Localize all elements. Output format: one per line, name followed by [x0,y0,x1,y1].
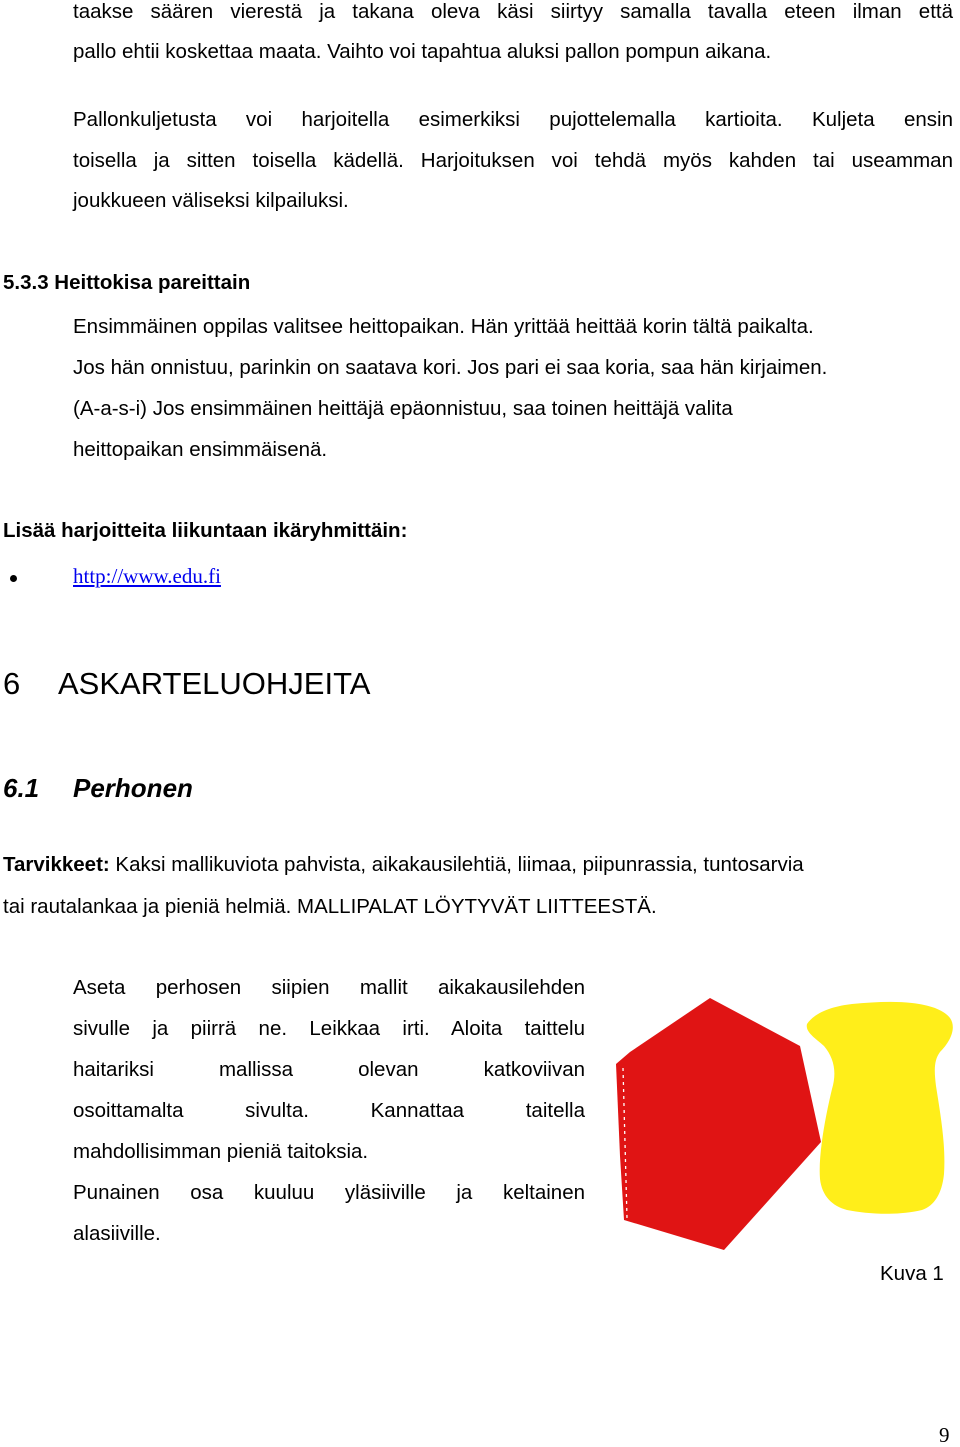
supplies-line [3,853,804,877]
supplies-text: Kaksi mallikuviota pahvista, aikakausilehtiä, liimaa, piipunrassia, tuntosarvia [109,853,804,876]
section-533-line: heittopaikan ensimmäisenä. [73,438,328,461]
red-upper-wing-shape [616,998,821,1250]
edu-link[interactable]: http://www.edu.fi [73,564,221,588]
instruction-line: mahdollisimman pieniä taitoksia. [73,1140,369,1163]
chapter-heading [3,664,370,704]
intro-line: joukkueen väliseksi kilpailuksi. [73,189,349,212]
instruction-line: alasiiville. [73,1222,161,1245]
section-number: 6.1 [3,773,40,803]
yellow-lower-wing-shape [807,1002,953,1214]
chapter-title: ASKARTELUOHJEITA [58,666,371,701]
more-exercises-heading: Lisää harjoitteita liikuntaan ikäryhmittäin: [3,519,408,542]
figure-caption: Kuva 1 [880,1262,944,1285]
instruction-line: Aseta perhosen siipien mallit aikakausilehden [73,976,585,999]
section-533-line: Jos hän onnistuu, parinkin on saatava kori. Jos pari ei saa koria, saa hän kirjaimen. [73,356,828,379]
intro-line: Pallonkuljetusta voi harjoitella esimerkiksi pujottelemalla kartioita. Kuljeta ensin [73,108,953,131]
intro-line: pallo ehtii koskettaa maata. Vaihto voi tapahtua aluksi pallon pompun aikana. [73,40,772,63]
instruction-line: Punainen osa kuuluu yläsiiville ja keltainen [73,1181,585,1204]
chapter-number: 6 [3,666,21,701]
supplies-label: Tarvikkeet: [3,853,110,876]
section-heading-6-1 [3,771,193,805]
bullet-dot [10,575,17,582]
intro-line: toisella ja sitten toisella kädellä. Harjoituksen voi tehdä myös kahden tai useamman [73,149,953,172]
section-heading-5-3-3: 5.3.3 Heittokisa pareittain [3,271,251,294]
supplies-line-2: tai rautalankaa ja pieniä helmiä. MALLIPALAT LÖYTYVÄT LIITTEESTÄ. [3,895,657,918]
instruction-line: sivulle ja piirrä ne. Leikkaa irti. Aloita taittelu [73,1017,585,1040]
section-title: Perhonen [73,773,193,803]
section-533-line: Ensimmäinen oppilas valitsee heittopaikan. Hän yrittää heittää korin tältä paikalta. [73,315,814,338]
intro-line: taakse säären vierestä ja takana oleva käsi siirtyy samalla tavalla eteen ilman että [73,0,953,23]
instruction-line: haitariksi mallissa olevan katkoviivan [73,1058,585,1081]
section-533-line: (A-a-s-i) Jos ensimmäinen heittäjä epäonnistuu, saa toinen heittäjä valita [73,397,733,420]
instruction-line: osoittamalta sivulta. Kannattaa taitella [73,1099,585,1122]
butterfly-wing-templates [612,994,958,1250]
page-number: 9 [939,1423,950,1447]
